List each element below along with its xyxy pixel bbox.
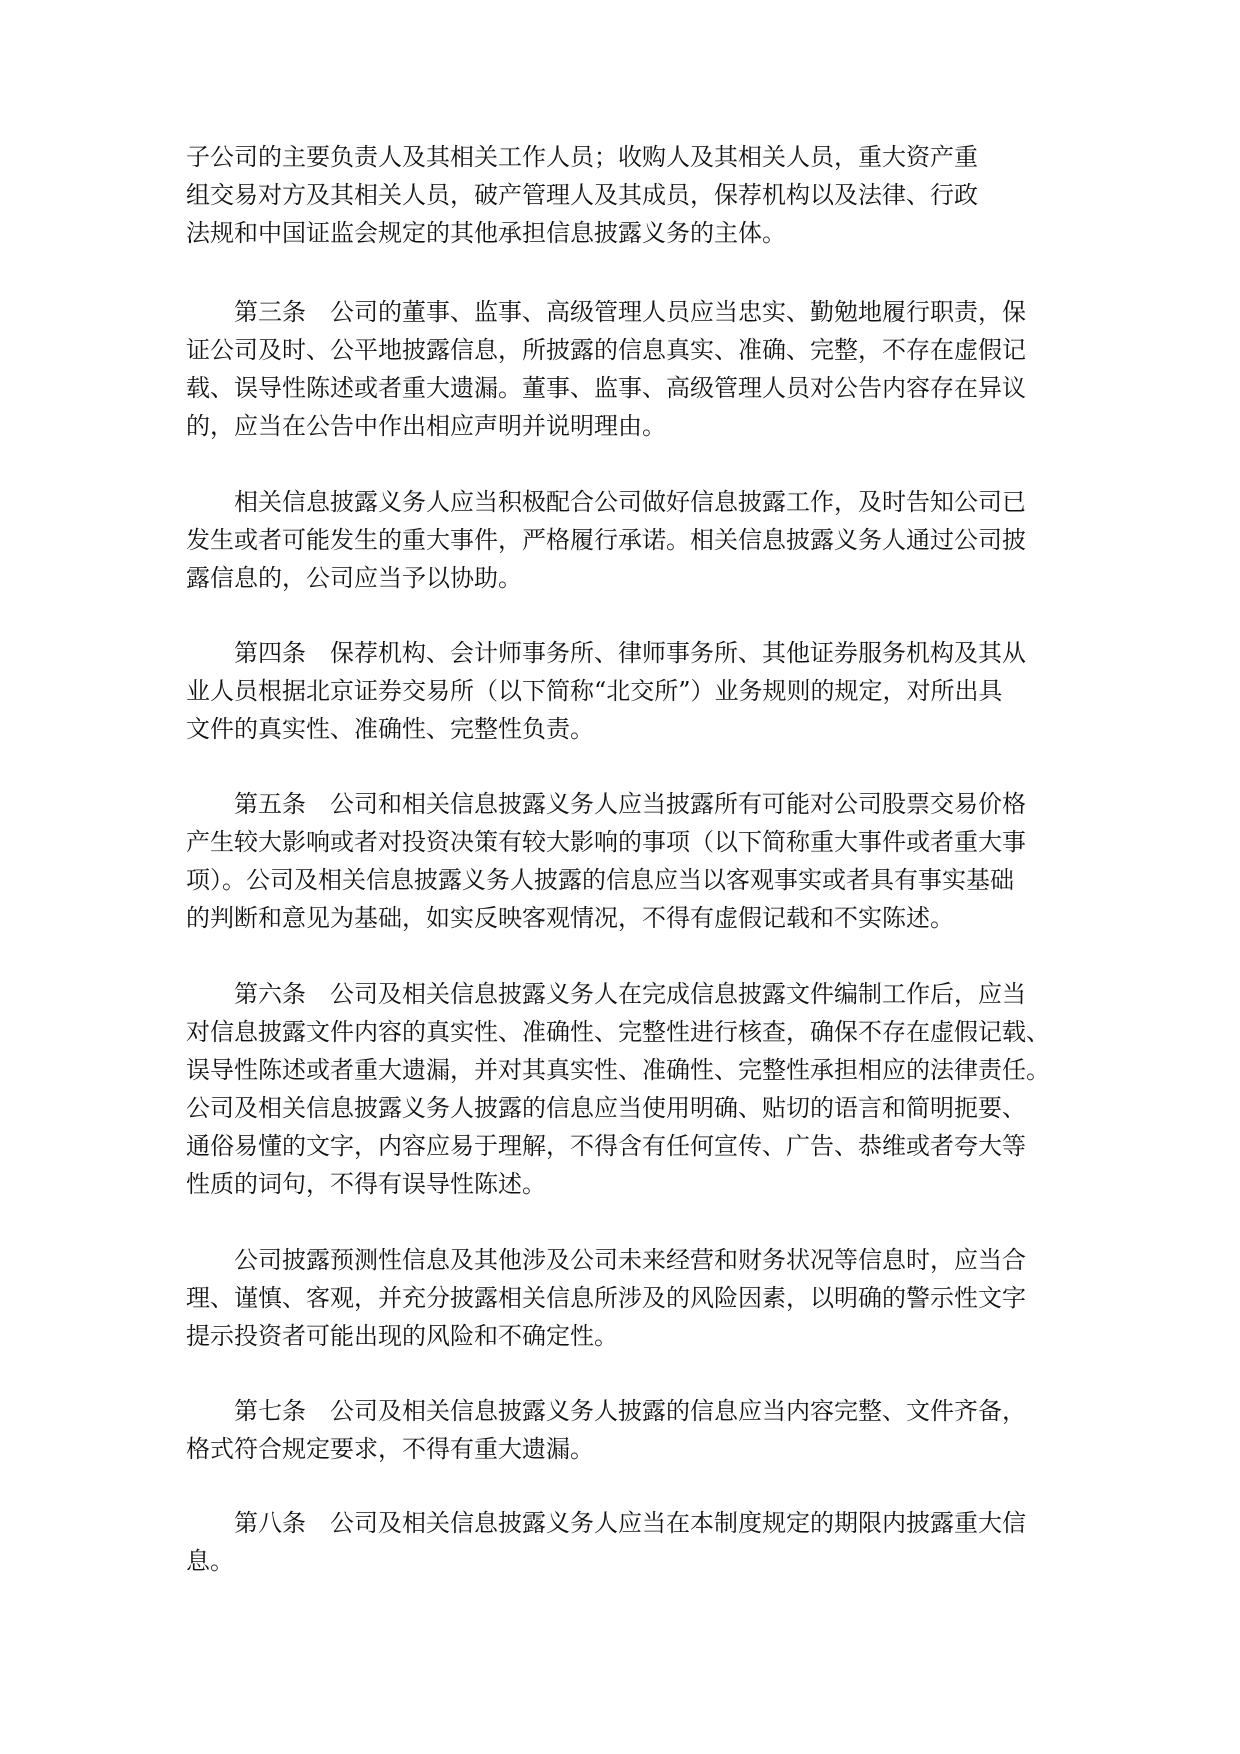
article-7 xyxy=(186,1394,1086,1466)
text-line: 第七条 公司及相关信息披露义务人披露的信息应当内容完整、文件齐备， xyxy=(234,1397,1026,1425)
text-line: 性质的词句，不得有误导性陈述。 xyxy=(186,1170,546,1198)
text-line: 产生较大影响或者对投资决策有较大影响的事项（以下简称重大事件或者重大事 xyxy=(186,828,1026,856)
article-6 xyxy=(186,977,1086,1203)
text-line: 对信息披露文件内容的真实性、准确性、完整性进行核查，确保不存在虚假记载、 xyxy=(186,1018,1050,1046)
text-line: 息。 xyxy=(186,1547,234,1575)
text-line: 的判断和意见为基础，如实反映客观情况，不得有虚假记载和不实陈述。 xyxy=(186,904,954,932)
text-line: 第五条 公司和相关信息披露义务人应当披露所有可能对公司股票交易价格 xyxy=(234,790,1026,818)
text-line: 误导性陈述或者重大遗漏，并对其真实性、准确性、完整性承担相应的法律责任。 xyxy=(186,1056,1050,1084)
text-line: 子公司的主要负责人及其相关工作人员；收购人及其相关人员，重大资产重 xyxy=(186,143,978,171)
paragraph xyxy=(186,485,1086,595)
paragraph xyxy=(186,140,1086,250)
text-line: 文件的真实性、准确性、完整性负责。 xyxy=(186,715,594,743)
text-line: 公司及相关信息披露义务人披露的信息应当使用明确、贴切的语言和简明扼要、 xyxy=(186,1094,1026,1122)
text-line: 第六条 公司及相关信息披露义务人在完成信息披露文件编制工作后，应当 xyxy=(234,980,1026,1008)
text-line: 提示投资者可能出现的风险和不确定性。 xyxy=(186,1322,618,1350)
text-line: 载、误导性陈述或者重大遗漏。董事、监事、高级管理人员对公告内容存在异议 xyxy=(186,374,1026,402)
article-8 xyxy=(186,1506,1086,1578)
text-line: 公司披露预测性信息及其他涉及公司未来经营和财务状况等信息时，应当合 xyxy=(234,1246,1026,1274)
text-line: 业人员根据北京证券交易所（以下简称“北交所”）业务规则的规定，对所出具 xyxy=(186,677,1003,705)
text-line: 法规和中国证监会规定的其他承担信息披露义务的主体。 xyxy=(186,219,786,247)
paragraph xyxy=(186,1243,1086,1353)
text-line: 项）。公司及相关信息披露义务人披露的信息应当以客观事实或者具有事实基础 xyxy=(186,866,1014,894)
text-line: 理、谨慎、客观，并充分披露相关信息所涉及的风险因素，以明确的警示性文字 xyxy=(186,1284,1026,1312)
text-line: 的，应当在公告中作出相应声明并说明理由。 xyxy=(186,412,666,440)
text-line: 第三条 公司的董事、监事、高级管理人员应当忠实、勤勉地履行职责，保 xyxy=(234,298,1026,326)
article-3 xyxy=(186,295,1086,445)
article-5 xyxy=(186,787,1086,937)
text-line: 第八条 公司及相关信息披露义务人应当在本制度规定的期限内披露重大信 xyxy=(234,1509,1026,1537)
text-line: 第四条 保荐机构、会计师事务所、律师事务所、其他证券服务机构及其从 xyxy=(234,639,1026,667)
text-line: 露信息的，公司应当予以协助。 xyxy=(186,564,522,592)
text-line: 发生或者可能发生的重大事件，严格履行承诺。相关信息披露义务人通过公司披 xyxy=(186,526,1026,554)
text-line: 组交易对方及其相关人员，破产管理人及其成员，保荐机构以及法律、行政 xyxy=(186,181,978,209)
text-line: 相关信息披露义务人应当积极配合公司做好信息披露工作，及时告知公司已 xyxy=(234,488,1026,516)
text-line: 格式符合规定要求，不得有重大遗漏。 xyxy=(186,1435,594,1463)
article-4 xyxy=(186,636,1086,746)
text-line: 证公司及时、公平地披露信息，所披露的信息真实、准确、完整，不存在虚假记 xyxy=(186,336,1026,364)
text-line: 通俗易懂的文字，内容应易于理解，不得含有任何宣传、广告、恭维或者夸大等 xyxy=(186,1132,1026,1160)
